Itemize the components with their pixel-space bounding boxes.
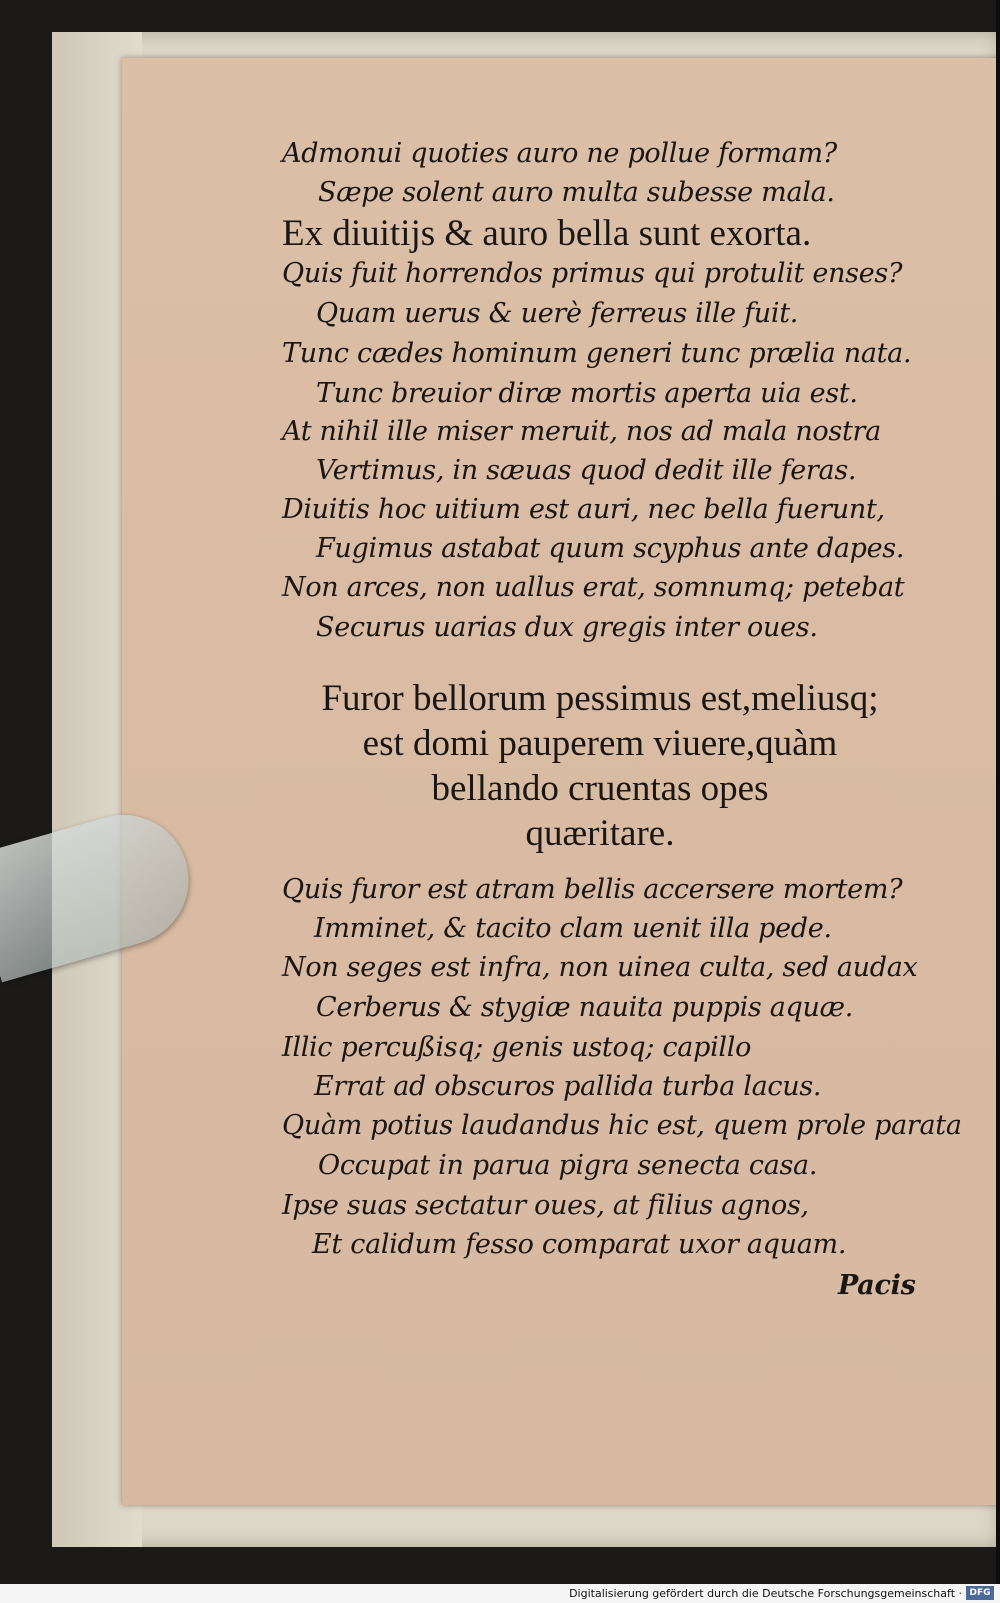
- verse-line: Imminet, & tacito clam uenit illa pede.: [314, 913, 832, 944]
- verse-line: Quàm potius laudandus hic est, quem prole parata: [282, 1110, 962, 1141]
- verse-line: At nihil ille miser meruit, nos ad mala nostra: [282, 416, 881, 447]
- dfg-logo-icon: DFG: [966, 1586, 994, 1600]
- verse-line: Errat ad obscuros pallida turba lacus.: [314, 1071, 822, 1102]
- verse-line: Quis fuit horrendos primus qui protulit enses?: [282, 258, 903, 289]
- verse-line: Occupat in parua pigra senecta casa.: [318, 1150, 818, 1181]
- verse-line: Non arces, non uallus erat, somnumq; petebat: [282, 572, 905, 603]
- heading-line: est domi pauperem viuere,quàm: [362, 723, 838, 764]
- footer-credit: Digitalisierung gefördert durch die Deutsche Forschungsgemeinschaft ·: [569, 1587, 962, 1600]
- heading-line: Furor bellorum pessimus est,meliusq;: [321, 678, 879, 719]
- verse-line: Tunc cædes hominum generi tunc prælia nata.: [282, 338, 912, 369]
- verse-line: Sæpe solent auro multa subesse mala.: [318, 177, 835, 208]
- verse-line: Ipse suas sectatur oues, at filius agnos,: [282, 1190, 809, 1221]
- heading-line: quæritare.: [525, 813, 675, 854]
- verse-line: Fugimus astabat quum scyphus ante dapes.: [316, 533, 905, 564]
- verse-line: Cerberus & stygiæ nauita puppis aquæ.: [316, 992, 853, 1023]
- verse-line: Diuitis hoc uitium est auri, nec bella fuerunt,: [282, 494, 885, 525]
- verse-line: Tunc breuior diræ mortis aperta uia est.: [316, 378, 858, 409]
- verse-line: Non seges est infra, non uinea culta, sed audax: [282, 952, 918, 983]
- verse-line: Securus uarias dux gregis inter oues.: [316, 612, 818, 643]
- verse-line: Quis furor est atram bellis accersere mortem?: [282, 874, 903, 905]
- section-title: Ex diuitijs & auro bella sunt exorta.: [282, 213, 812, 254]
- verse-line: Et calidum fesso comparat uxor aquam.: [312, 1229, 847, 1260]
- verse-line: Quam uerus & uerè ferreus ille fuit.: [316, 298, 799, 329]
- verse-line: Admonui quoties auro ne pollue formam?: [282, 138, 837, 169]
- heading-line: bellando cruentas opes: [431, 768, 769, 809]
- verse-line: Vertimus, in sæuas quod dedit ille feras.: [316, 455, 857, 486]
- verse-line: Illic percußisq; genis ustoq; capillo: [282, 1032, 752, 1063]
- digitization-footer: [0, 1584, 1000, 1603]
- catchword: Pacis: [838, 1270, 916, 1301]
